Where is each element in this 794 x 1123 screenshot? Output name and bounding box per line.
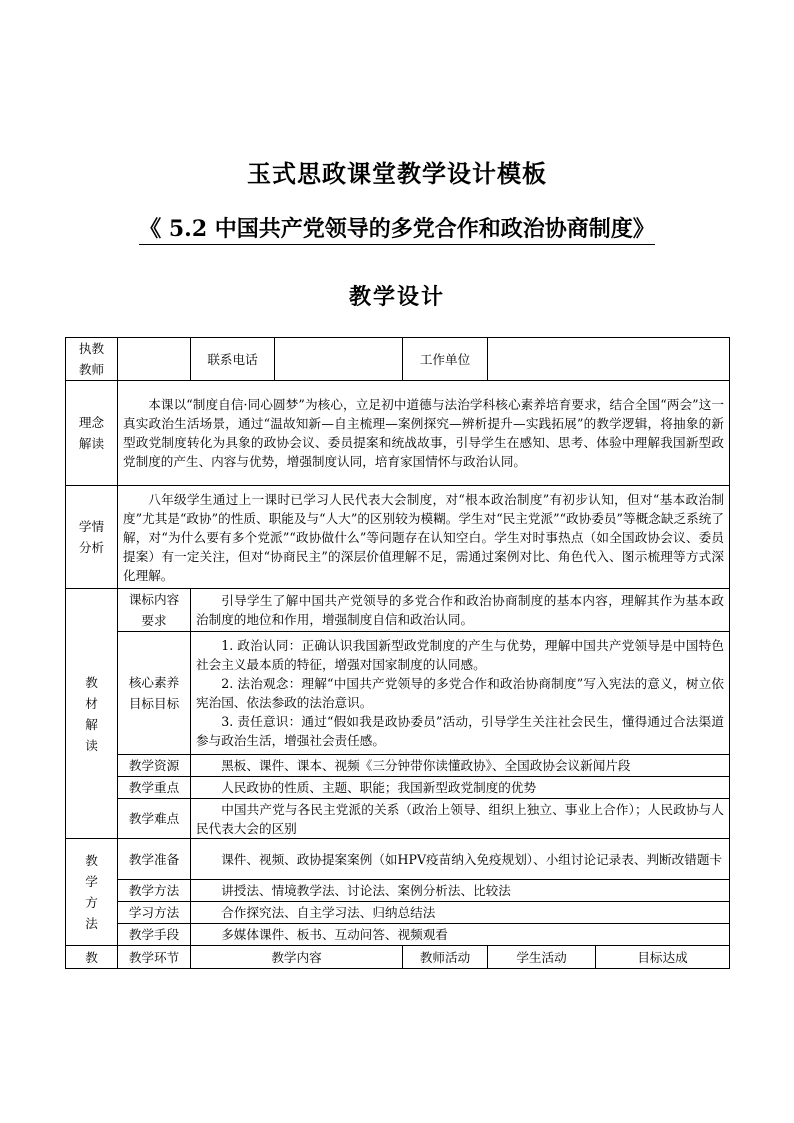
key-label: 教学重点 bbox=[118, 777, 191, 799]
process-header-stage: 教学环节 bbox=[118, 946, 191, 969]
standard-text: 引导学生了解中国共产党领导的多党合作和政治协商制度的基本内容，理解其作为基本政治制度的地位和作用，增强制度自信和政治认同。 bbox=[191, 589, 730, 632]
concept-label: 理念 解读 bbox=[66, 381, 118, 486]
phone-label: 联系电话 bbox=[191, 338, 275, 381]
difficult-text: 中国共产党与各民主党派的关系（政治上领导、组织上独立、事业上合作）；人民政协与人民代表大会的区别 bbox=[191, 799, 730, 839]
means-label: 教学手段 bbox=[118, 924, 191, 946]
standard-label: 课标内容 要求 bbox=[118, 589, 191, 632]
prep-label: 教学准备 bbox=[118, 839, 191, 880]
learner-text: 八年级学生通过上一课时已学习人民代表大会制度，对“根本政治制度”有初步认知，但对“基本政治制度”尤其是“政协”的性质、职能及与“人大”的区别较为模糊。学生对“民主党派”“政协委员”等概念缺乏系统了解，对“为什么要有多个党派”“政协做什么”等问题存在认知空白。学生对时事热点（如全国政协会议、委员提案）有一定关注，但对“协商民主”的深层价值理解不足，需通过案例对比、角色代入、图示梳理等方式深化理解。 bbox=[118, 486, 730, 589]
goal-item: 3. 责任意识：通过“假如我是政协委员”活动，引导学生关注社会民生，懂得通过合法渠道参与政治生活，增强社会责任感。 bbox=[196, 714, 724, 748]
goals-list bbox=[191, 632, 730, 755]
concept-text: 本课以“制度自信·同心圆梦”为核心，立足初中道德与法治学科核心素养培育要求，结合全国“两会”这一真实政治生活场景，通过“温故知新—自主梳理—案例探究—辨析提升—实践拓展”的教学逻辑，将抽象的新型政党制度转化为具象的政协会议、委员提案和统战故事，引导学生在感知、思考、体验中理解我国新型政党制度的产生、内容与优势，增强制度认同，培育家国情怀与政治认同。 bbox=[118, 381, 730, 486]
process-header-teacher: 教师活动 bbox=[403, 946, 488, 969]
process-header-goal: 目标达成 bbox=[596, 946, 730, 969]
goals-label: 核心素养 目标目标 bbox=[118, 632, 191, 755]
method-label: 教 学 方 法 bbox=[66, 839, 118, 946]
prep-text: 课件、视频、政协提案案例（如HPV疫苗纳入免疫规划）、小组讨论记录表、判断改错题卡 bbox=[191, 839, 730, 880]
teach-method-label: 教学方法 bbox=[118, 880, 191, 902]
prep-row bbox=[66, 839, 730, 880]
lesson-design-table bbox=[65, 337, 730, 969]
teach-method-text: 讲授法、情境教学法、讨论法、案例分析法、比较法 bbox=[191, 880, 730, 902]
key-text: 人民政协的性质、主题、职能；我国新型政党制度的优势 bbox=[191, 777, 730, 799]
teacher-label: 执教 教师 bbox=[66, 338, 118, 381]
section-heading: 教学设计 bbox=[348, 284, 445, 310]
study-method-text: 合作探究法、自主学习法、归纳总结法 bbox=[191, 902, 730, 924]
page-title: 玉式思政课堂教学设计模板 bbox=[247, 159, 547, 188]
info-row bbox=[66, 338, 730, 381]
process-header-content: 教学内容 bbox=[191, 946, 403, 969]
goal-item: 1. 政治认同：正确认识我国新型政党制度的产生与优势，理解中国共产党领导是中国特色社会主义最本质的特征，增强对国家制度的认同感。 bbox=[196, 638, 724, 672]
learner-label: 学情 分析 bbox=[66, 486, 118, 589]
process-header-col0: 教 bbox=[66, 946, 118, 969]
process-header-row bbox=[66, 946, 730, 969]
teacher-value-cell bbox=[118, 338, 191, 381]
difficult-row bbox=[66, 799, 730, 839]
unit-label: 工作单位 bbox=[403, 338, 488, 381]
goal-item: 2. 法治观念：理解“中国共产党领导的多党合作和政治协商制度”写入宪法的意义，树立依宪治国、依法参政的法治意识。 bbox=[196, 676, 724, 710]
standard-row bbox=[66, 589, 730, 632]
means-row bbox=[66, 924, 730, 946]
lesson-subtitle-text: 《 5.2 中国共产党领导的多党合作和政治协商制度》 bbox=[139, 216, 655, 245]
unit-value-cell bbox=[488, 338, 730, 381]
difficult-label: 教学难点 bbox=[118, 799, 191, 839]
goals-row bbox=[66, 632, 730, 755]
learner-row bbox=[66, 486, 730, 589]
concept-row bbox=[66, 381, 730, 486]
process-header-student: 学生活动 bbox=[488, 946, 596, 969]
key-row bbox=[66, 777, 730, 799]
teach-method-row bbox=[66, 880, 730, 902]
resources-label: 教学资源 bbox=[118, 755, 191, 777]
phone-value-cell bbox=[275, 338, 403, 381]
resources-text: 黑板、课件、课本、视频《三分钟带你读懂政协》、全国政协会议新闻片段 bbox=[191, 755, 730, 777]
means-text: 多媒体课件、板书、互动问答、视频观看 bbox=[191, 924, 730, 946]
material-label: 教 材 解 读 bbox=[66, 589, 118, 839]
resources-row bbox=[66, 755, 730, 777]
study-method-row bbox=[66, 902, 730, 924]
study-method-label: 学习方法 bbox=[118, 902, 191, 924]
lesson-subtitle bbox=[0, 212, 794, 243]
